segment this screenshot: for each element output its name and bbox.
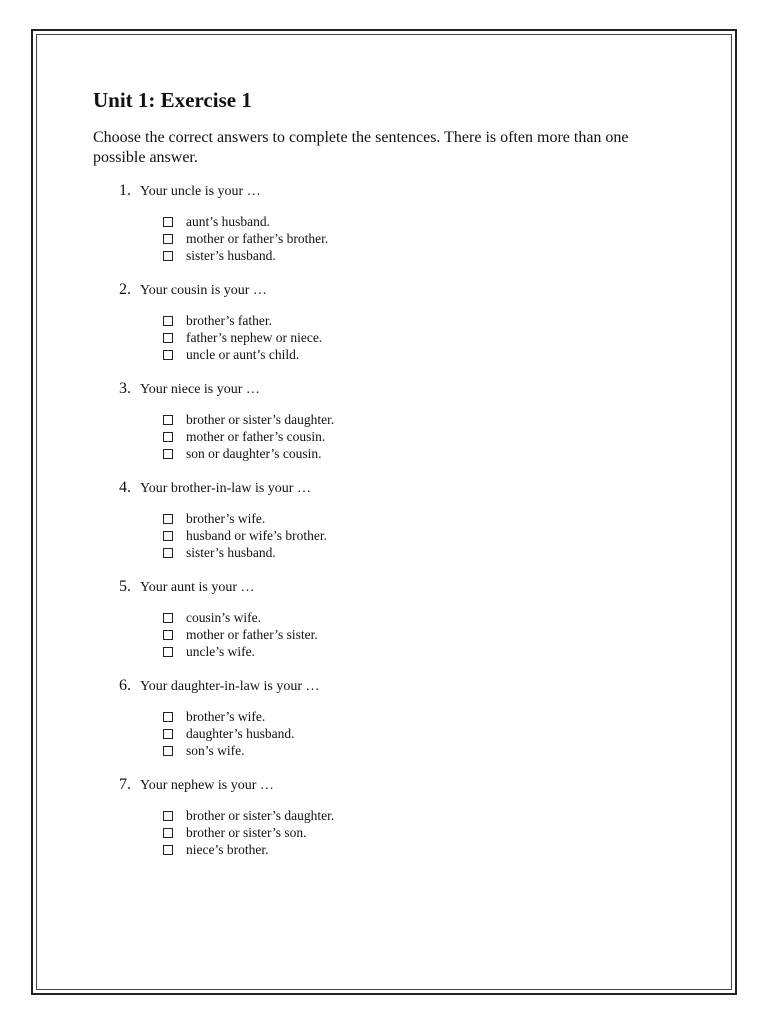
checkbox[interactable] xyxy=(163,251,173,261)
checkbox[interactable] xyxy=(163,432,173,442)
option-label: cousin’s wife. xyxy=(186,609,261,625)
checkbox[interactable] xyxy=(163,712,173,722)
page-title: Unit 1: Exercise 1 xyxy=(93,88,252,112)
option-item[interactable] xyxy=(163,609,693,626)
checkbox[interactable] xyxy=(163,415,173,425)
option-list xyxy=(93,213,693,264)
option-list xyxy=(93,609,693,660)
option-list xyxy=(93,510,693,561)
question-prompt: Your brother-in-law is your … xyxy=(140,481,311,496)
checkbox[interactable] xyxy=(163,531,173,541)
checkbox[interactable] xyxy=(163,449,173,459)
option-label: mother or father’s cousin. xyxy=(186,428,326,444)
option-item[interactable] xyxy=(163,329,693,346)
option-item[interactable] xyxy=(163,742,693,759)
option-item[interactable] xyxy=(163,643,693,660)
question-prompt: Your niece is your … xyxy=(140,382,260,397)
option-item[interactable] xyxy=(163,247,693,264)
checkbox[interactable] xyxy=(163,729,173,739)
option-label: father’s nephew or niece. xyxy=(186,329,323,345)
option-item[interactable] xyxy=(163,230,693,247)
checkbox[interactable] xyxy=(163,234,173,244)
checkbox[interactable] xyxy=(163,316,173,326)
question-number: 5. xyxy=(119,578,131,595)
question-4 xyxy=(93,479,693,561)
option-label: brother’s father. xyxy=(186,312,272,328)
option-label: uncle or aunt’s child. xyxy=(186,346,300,362)
question-number: 6. xyxy=(119,677,131,694)
option-item[interactable] xyxy=(163,824,693,841)
checkbox[interactable] xyxy=(163,828,173,838)
option-label: mother or father’s brother. xyxy=(186,230,329,246)
question-number: 1. xyxy=(119,182,131,199)
option-label: brother or sister’s son. xyxy=(186,824,307,840)
question-list xyxy=(93,182,693,858)
option-label: sister’s husband. xyxy=(186,544,276,560)
option-label: son’s wife. xyxy=(186,742,245,758)
checkbox[interactable] xyxy=(163,333,173,343)
question-number: 7. xyxy=(119,776,131,793)
option-item[interactable] xyxy=(163,213,693,230)
option-label: mother or father’s sister. xyxy=(186,626,318,642)
option-item[interactable] xyxy=(163,312,693,329)
question-prompt: Your daughter-in-law is your … xyxy=(140,679,320,694)
option-list xyxy=(93,312,693,363)
checkbox[interactable] xyxy=(163,217,173,227)
question-prompt: Your uncle is your … xyxy=(140,184,261,199)
option-label: son or daughter’s cousin. xyxy=(186,445,322,461)
worksheet xyxy=(93,86,693,875)
option-label: niece’s brother. xyxy=(186,841,269,857)
question-number: 3. xyxy=(119,380,131,397)
option-label: daughter’s husband. xyxy=(186,725,295,741)
option-item[interactable] xyxy=(163,445,693,462)
checkbox[interactable] xyxy=(163,630,173,640)
option-item[interactable] xyxy=(163,411,693,428)
option-list xyxy=(93,807,693,858)
checkbox[interactable] xyxy=(163,647,173,657)
option-label: brother’s wife. xyxy=(186,510,266,526)
question-prompt: Your cousin is your … xyxy=(140,283,267,298)
question-7 xyxy=(93,776,693,858)
checkbox[interactable] xyxy=(163,350,173,360)
option-item[interactable] xyxy=(163,626,693,643)
option-item[interactable] xyxy=(163,346,693,363)
checkbox[interactable] xyxy=(163,811,173,821)
option-item[interactable] xyxy=(163,841,693,858)
option-list xyxy=(93,708,693,759)
option-item[interactable] xyxy=(163,527,693,544)
question-1 xyxy=(93,182,693,264)
option-label: aunt’s husband. xyxy=(186,213,270,229)
instructions: Choose the correct answers to complete the sentences. There is often more than one possible answer. xyxy=(93,129,629,166)
option-label: brother or sister’s daughter. xyxy=(186,807,335,823)
question-6 xyxy=(93,677,693,759)
question-2 xyxy=(93,281,693,363)
option-item[interactable] xyxy=(163,544,693,561)
checkbox[interactable] xyxy=(163,613,173,623)
option-label: brother or sister’s daughter. xyxy=(186,411,335,427)
option-item[interactable] xyxy=(163,725,693,742)
checkbox[interactable] xyxy=(163,548,173,558)
option-label: husband or wife’s brother. xyxy=(186,527,327,543)
option-item[interactable] xyxy=(163,708,693,725)
option-label: brother’s wife. xyxy=(186,708,266,724)
option-list xyxy=(93,411,693,462)
question-number: 4. xyxy=(119,479,131,496)
option-label: sister’s husband. xyxy=(186,247,276,263)
option-item[interactable] xyxy=(163,510,693,527)
checkbox[interactable] xyxy=(163,514,173,524)
checkbox[interactable] xyxy=(163,845,173,855)
option-item[interactable] xyxy=(163,428,693,445)
option-item[interactable] xyxy=(163,807,693,824)
question-5 xyxy=(93,578,693,660)
question-3 xyxy=(93,380,693,462)
question-number: 2. xyxy=(119,281,131,298)
option-label: uncle’s wife. xyxy=(186,643,255,659)
checkbox[interactable] xyxy=(163,746,173,756)
question-prompt: Your nephew is your … xyxy=(140,778,274,793)
question-prompt: Your aunt is your … xyxy=(140,580,255,595)
